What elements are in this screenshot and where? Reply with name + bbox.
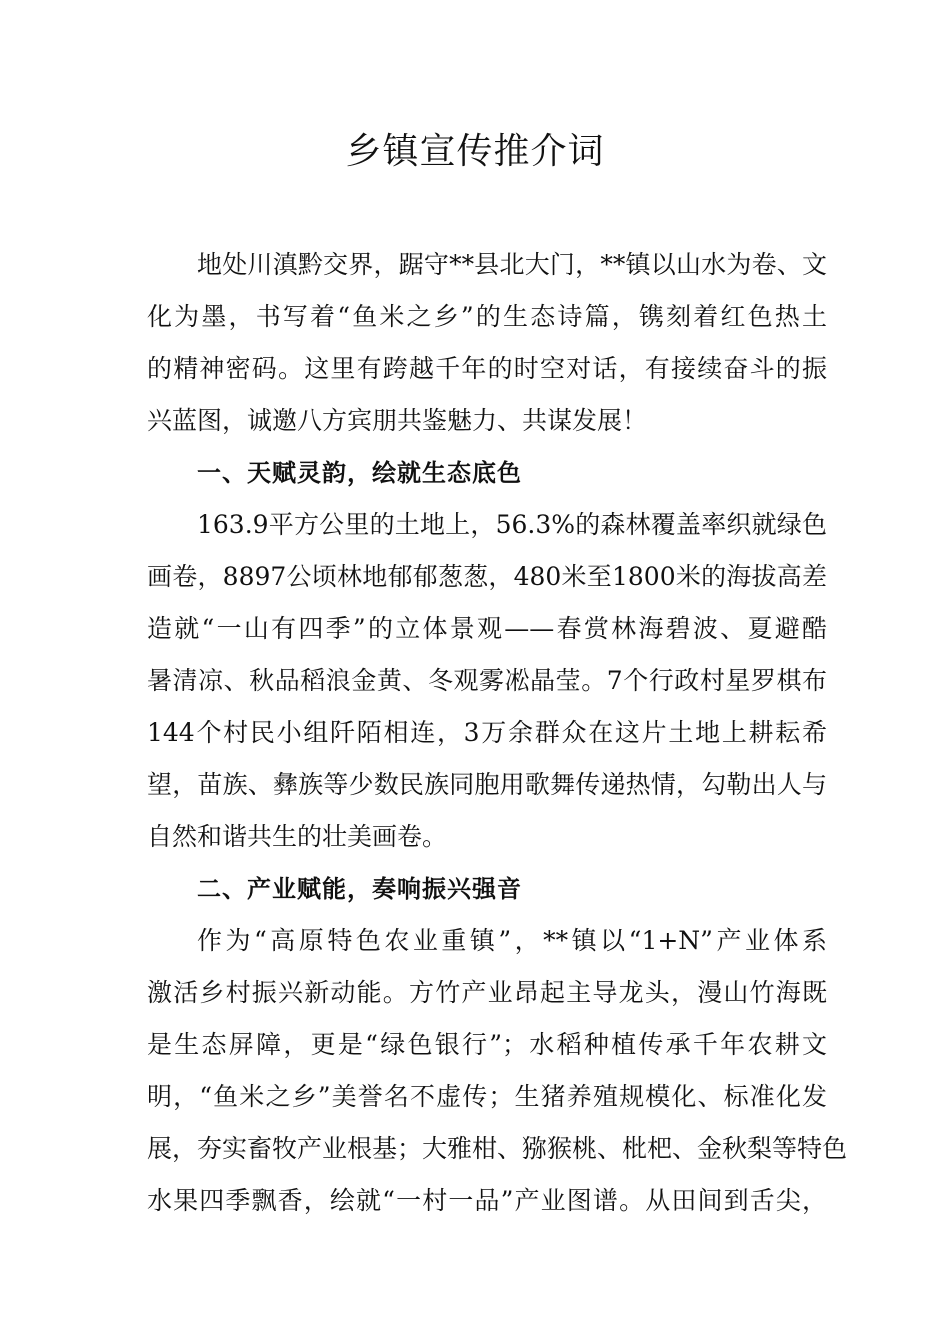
paragraph-line: 造就“一山有四季”的立体景观——春赏林海碧波、夏避酷 (147, 614, 827, 643)
paragraph-line: 的精神密码。这里有跨越千年的时空对话，有接续奋斗的振 (147, 354, 827, 383)
paragraph-line: 自然和谐共生的壮美画卷。 (147, 822, 448, 851)
paragraph-line: 144个村民小组阡陌相连，3万余群众在这片土地上耕耘希 (147, 718, 827, 747)
paragraph-line: 望，苗族、彝族等少数民族同胞用歌舞传递热情，勾勒出人与 (147, 770, 827, 799)
paragraph-line: 化为墨，书写着“鱼米之乡”的生态诗篇，镌刻着红色热土 (147, 302, 827, 331)
paragraph-line: 是生态屏障，更是“绿色银行”；水稻种植传承千年农耕文 (147, 1030, 827, 1059)
paragraph-line: 地处川滇黔交界，踞守**县北大门，**镇以山水为卷、文 (197, 250, 827, 279)
paragraph-line: 画卷，8897公顷林地郁郁葱葱，480米至1800米的海拔高差 (147, 562, 827, 591)
section-heading-2: 二、产业赋能，奏响振兴强音 (197, 875, 522, 903)
paragraph-line: 展，夯实畜牧产业根基；大雅柑、猕猴桃、枇杷、金秋梨等特色 (147, 1134, 848, 1163)
paragraph-line: 明，“鱼米之乡”美誉名不虚传；生猪养殖规模化、标准化发 (147, 1082, 827, 1111)
paragraph-line: 作为“高原特色农业重镇”，**镇以“1+N”产业体系 (197, 926, 827, 955)
paragraph-line: 163.9平方公里的土地上，56.3%的森林覆盖率织就绿色 (197, 510, 827, 539)
paragraph-line: 激活乡村振兴新动能。方竹产业昂起主导龙头，漫山竹海既 (147, 978, 827, 1007)
paragraph-line: 暑清凉、秋品稻浪金黄、冬观雾凇晶莹。7个行政村星罗棋布 (147, 666, 827, 695)
document-title: 乡镇宣传推介词 (345, 131, 605, 172)
paragraph-line: 水果四季飘香，绘就“一村一品”产业图谱。从田间到舌尖， (147, 1186, 827, 1215)
section-heading-1: 一、天赋灵韵，绘就生态底色 (197, 459, 522, 487)
paragraph-line: 兴蓝图，诚邀八方宾朋共鉴魅力、共谋发展！ (147, 406, 648, 435)
